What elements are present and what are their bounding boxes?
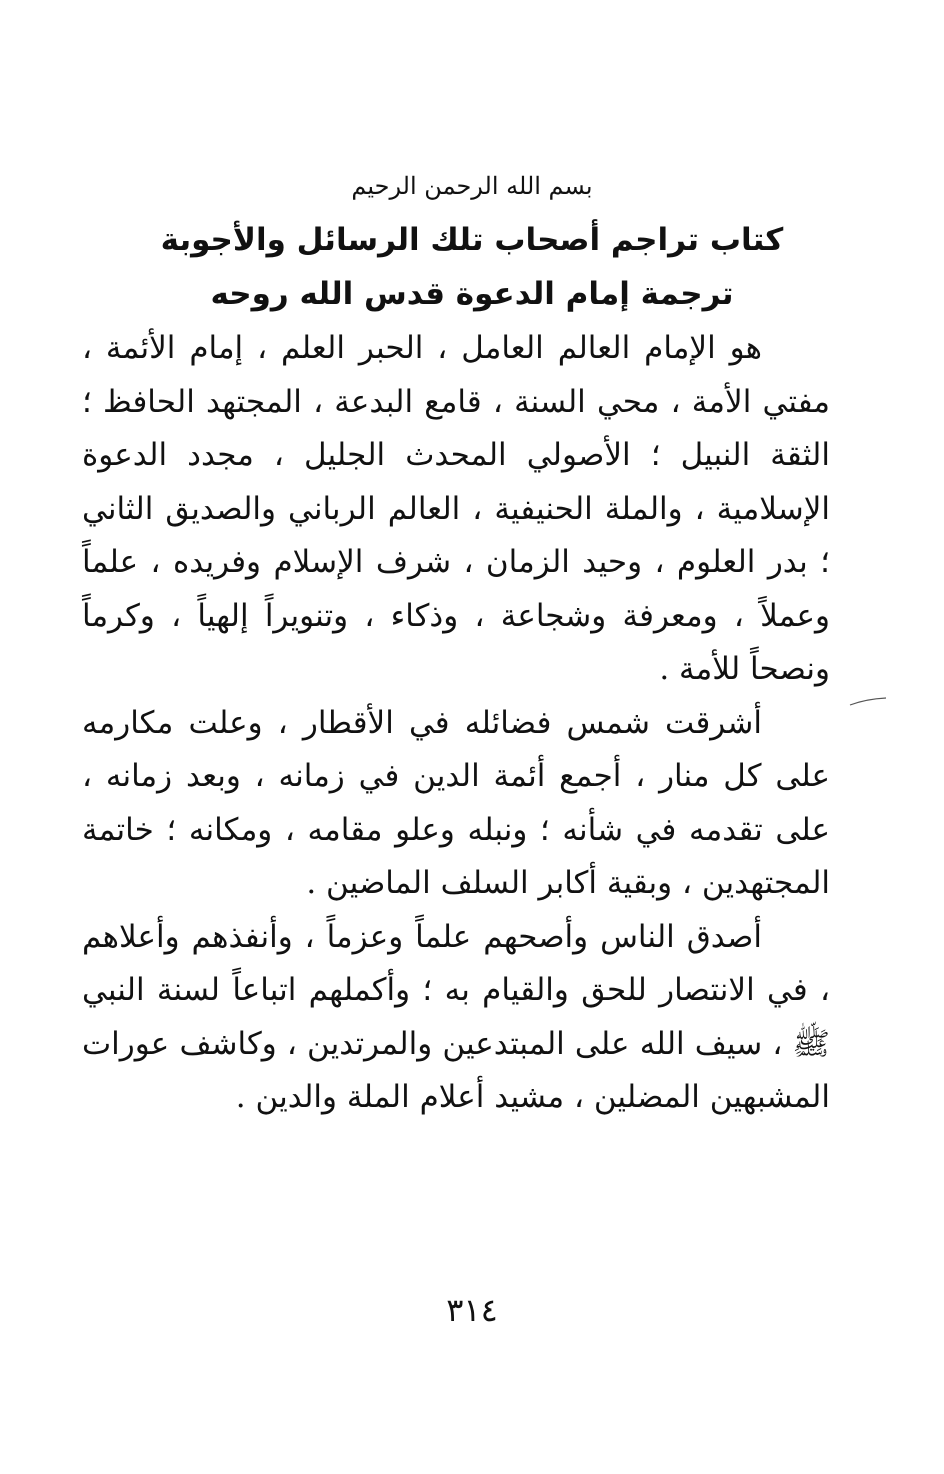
paragraph-2: أشرقت شمس فضائله في الأقطار ، وعلت مكارمه على كل منار ، أجمع أئمة الدين في زمانه ، وبعد زمانه ، على تقدمه في شأنه ؛ ونبله وعلو مقامه ، ومكانه ؛ خاتمة المجتهدين ، وبقية أكابر السلف الماضين . xyxy=(82,704,830,901)
paragraph-1: هو الإمام العالم العامل ، الحبر العلم ، إمام الأئمة ، مفتي الأمة ، محي السنة ، قامع البدعة ، المجتهد الحافظ ؛ الثقة النبيل ؛ الأصولي المحدث الجليل ، مجدد الدعوة الإسلامية ، والملة الحنيفية ، العالم الرباني والصديق الثاني ؛ بدر العلوم ، وحيد الزمان ، شرف الإسلام وفريده ، علماً وعملاً ، ومعرفة وشجاعة ، وذكاء ، وتنويراً إلهياً ، وكرماً ونصحاً للأمة . xyxy=(82,330,830,687)
body-text xyxy=(82,322,830,1125)
margin-pen-mark xyxy=(848,695,888,709)
section-title: ترجمة إمام الدعوة قدس الله روحه xyxy=(210,276,734,312)
book-title: كتاب تراجم أصحاب تلك الرسائل والأجوبة xyxy=(160,222,784,258)
paragraph-3: أصدق الناس وأصحهم علماً وعزماً ، وأنفذهم وأعلاهم ، في الانتصار للحق والقيام به ؛ وأكملهم اتباعاً لسنة النبي ﷺ ، سيف الله على المبتدعين والمرتدين ، وكاشف عورات المشبهين المضلين ، مشيد أعلام الملة والدين . xyxy=(82,918,830,1115)
basmala-heading: بسم الله الرحمن الرحيم xyxy=(351,172,593,200)
page-number: ٣١٤ xyxy=(446,1291,498,1329)
